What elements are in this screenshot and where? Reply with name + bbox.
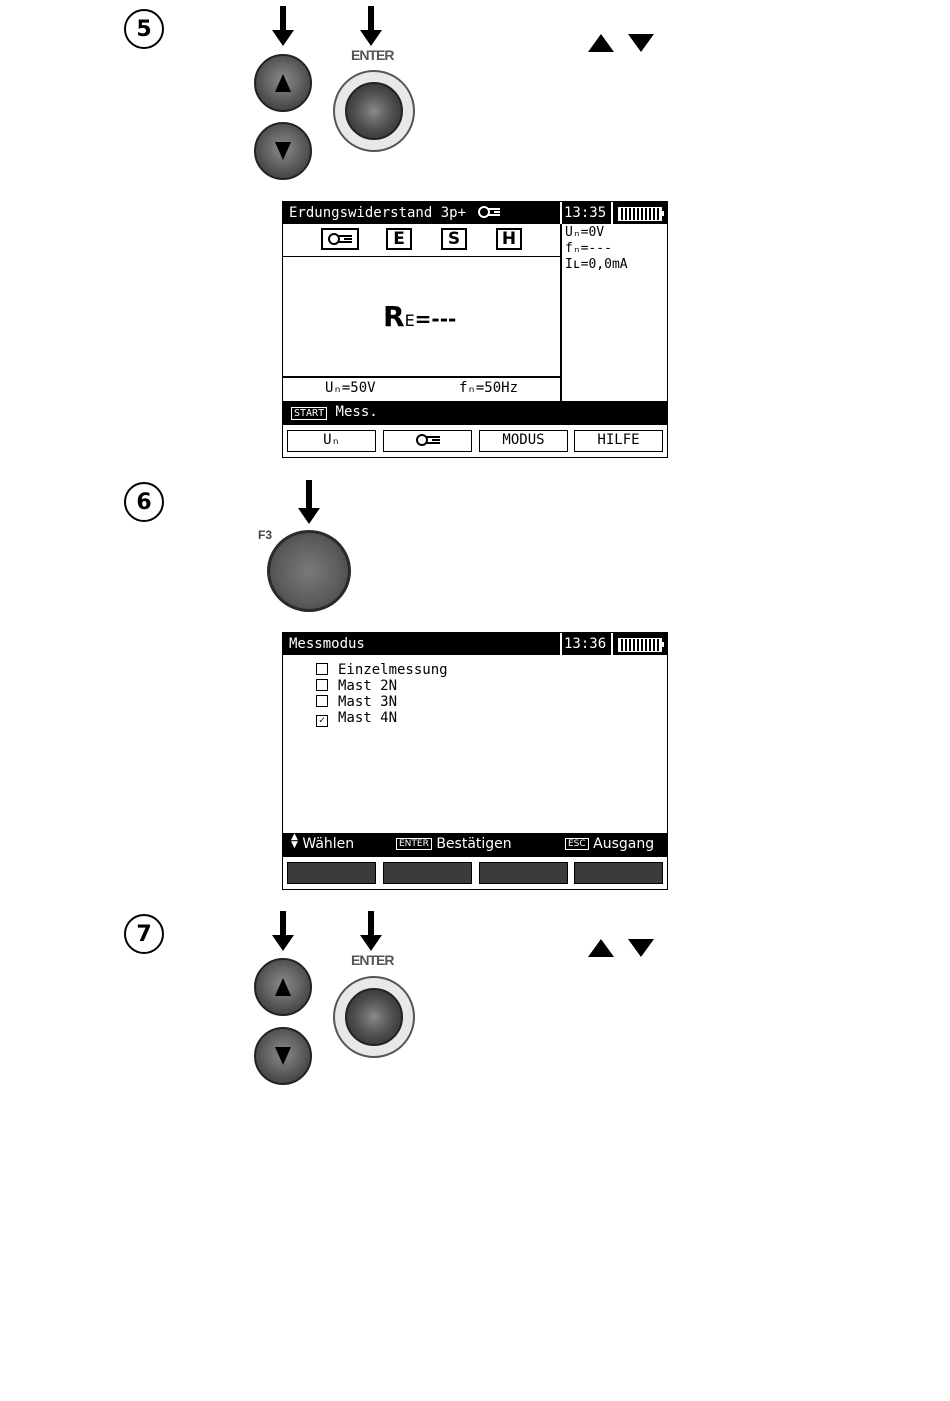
start-hint-text: Mess. (335, 404, 378, 420)
option-label: Mast 4N (338, 710, 398, 726)
press-arrow-icon (270, 911, 296, 951)
side-readouts (565, 225, 628, 273)
fkey-4[interactable] (574, 862, 663, 884)
option-mast-3n[interactable] (316, 694, 448, 710)
up-button[interactable] (254, 958, 312, 1016)
battery-icon (611, 202, 667, 224)
hint-bar (283, 833, 667, 857)
hint-esc (565, 833, 654, 855)
clamp-icon (412, 433, 444, 447)
option-label: Mast 3N (338, 694, 398, 710)
up-button[interactable] (254, 54, 312, 112)
screen-title: Messmodus (289, 636, 365, 652)
start-hint-bar (283, 401, 667, 425)
un-readout: Uₙ=0V (565, 225, 605, 240)
triangle-down-icon (275, 1047, 291, 1065)
start-key-tag: START (291, 407, 327, 420)
result-subscript: E (404, 311, 415, 330)
hint-esc-text: Ausgang (593, 836, 655, 852)
checkbox-icon (316, 679, 328, 691)
fkey-2[interactable] (383, 862, 472, 884)
option-label: Mast 2N (338, 678, 398, 694)
mode-tab-row (283, 224, 560, 257)
mode-option-list (316, 662, 448, 727)
press-arrow-icon (358, 911, 384, 951)
fkey-hilfe[interactable]: HILFE (574, 430, 663, 452)
un-setting: Uₙ=50V (325, 380, 376, 396)
up-down-arrows-icon (588, 32, 658, 54)
clock: 13:35 (560, 202, 612, 224)
clock: 13:36 (560, 633, 612, 655)
screen-title: Erdungswiderstand 3p+ (289, 205, 467, 221)
hint-select (291, 833, 354, 855)
up-down-icon: ▲ ▼ (291, 832, 298, 850)
triangle-down-icon (275, 142, 291, 160)
up-down-arrows-icon (588, 937, 658, 959)
tab-clamp[interactable] (321, 228, 359, 250)
option-mast-4n[interactable] (316, 710, 448, 727)
down-button[interactable] (254, 1027, 312, 1085)
checkbox-checked-icon: ✓ (316, 715, 328, 727)
fkey-1[interactable] (287, 862, 376, 884)
f3-button[interactable] (267, 530, 351, 612)
hint-enter (396, 833, 512, 855)
enter-button[interactable] (345, 988, 403, 1046)
enter-key-tag: ENTER (396, 838, 432, 850)
hint-enter-text: Bestätigen (436, 836, 512, 852)
triangle-up-icon (275, 74, 291, 92)
option-mast-2n[interactable] (316, 678, 448, 694)
press-arrow-icon (296, 480, 322, 524)
tab-h[interactable]: H (496, 228, 522, 250)
fn-readout: fₙ=--- (565, 241, 612, 256)
clamp-icon (474, 205, 504, 219)
result-symbol: R (383, 300, 405, 333)
meter-screen-measurement (282, 201, 668, 458)
hint-select-text: Wählen (302, 836, 355, 852)
checkbox-icon (316, 695, 328, 707)
meter-screen-mode-select (282, 632, 668, 890)
enter-button[interactable] (345, 82, 403, 140)
tab-s[interactable]: S (441, 228, 467, 250)
clamp-icon (325, 232, 355, 246)
enter-key-label: ENTER (351, 952, 394, 968)
triangle-up-icon (275, 978, 291, 996)
step-number-6: 6 (124, 482, 164, 522)
esc-key-tag: ESC (565, 838, 589, 850)
tab-e[interactable]: E (386, 228, 412, 250)
il-readout: Iʟ=0,0mA (565, 257, 628, 272)
press-arrow-icon (358, 6, 384, 46)
screen-title-bar (283, 633, 561, 655)
f3-key-label: F3 (258, 528, 273, 542)
down-button[interactable] (254, 122, 312, 180)
battery-icon (611, 633, 667, 655)
option-label: Einzelmessung (338, 662, 448, 678)
enter-key-label: ENTER (351, 47, 394, 63)
fkey-un[interactable]: Uₙ (287, 430, 376, 452)
step-number-5: 5 (124, 9, 164, 49)
fkey-modus[interactable]: MODUS (479, 430, 568, 452)
fn-setting: fₙ=50Hz (459, 380, 519, 396)
screen-title-bar (283, 202, 561, 224)
step-number-7: 7 (124, 914, 164, 954)
checkbox-icon (316, 663, 328, 675)
press-arrow-icon (270, 6, 296, 46)
result-value (383, 300, 456, 333)
fkey-clamp[interactable] (383, 430, 472, 452)
result-reading: =--- (414, 307, 457, 331)
fkey-3[interactable] (479, 862, 568, 884)
option-einzelmessung[interactable] (316, 662, 448, 678)
